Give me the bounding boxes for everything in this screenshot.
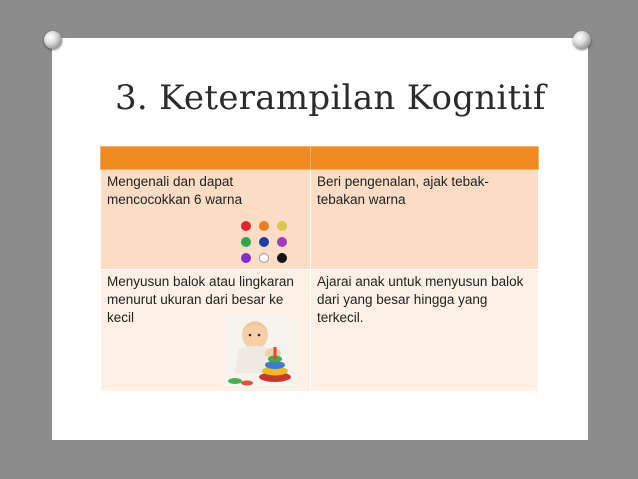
table-header-cell	[101, 147, 311, 170]
baby-stacking-toy-image	[225, 317, 297, 387]
pin-icon	[44, 31, 62, 49]
table-header-cell	[311, 147, 539, 170]
table-cell	[311, 270, 539, 392]
blue-dot	[259, 237, 269, 247]
row-2-right-text: Ajarai anak untuk menyusun balok dari yang besar hingga yang terkecil.	[317, 274, 524, 325]
row-1-left-text: Mengenali dan dapat mencocokkan 6 warna	[107, 174, 243, 207]
magenta-dot	[277, 237, 287, 247]
row-2-left-text: Menyusun balok atau lingkaran menurut ukuran dari besar ke kecil	[107, 274, 294, 325]
black-dot	[277, 253, 287, 263]
green-dot	[241, 237, 251, 247]
row-1-right-text: Beri pengenalan, ajak tebak-tebakan warna	[317, 174, 489, 207]
purple-dot	[241, 253, 251, 263]
table-row	[101, 270, 539, 392]
table-cell	[101, 270, 311, 392]
orange-dot	[259, 221, 269, 231]
yellow-dot	[277, 221, 287, 231]
red-dot	[241, 221, 251, 231]
color-dots-image	[241, 221, 287, 263]
slide-title: 3. Keterampilan Kognitif	[115, 78, 546, 118]
table-header-row	[101, 147, 539, 170]
table-cell	[101, 170, 311, 270]
table-row	[101, 170, 539, 270]
content-table	[100, 146, 539, 392]
white-dot	[259, 253, 269, 263]
pin-icon	[573, 31, 591, 49]
table-cell	[311, 170, 539, 270]
